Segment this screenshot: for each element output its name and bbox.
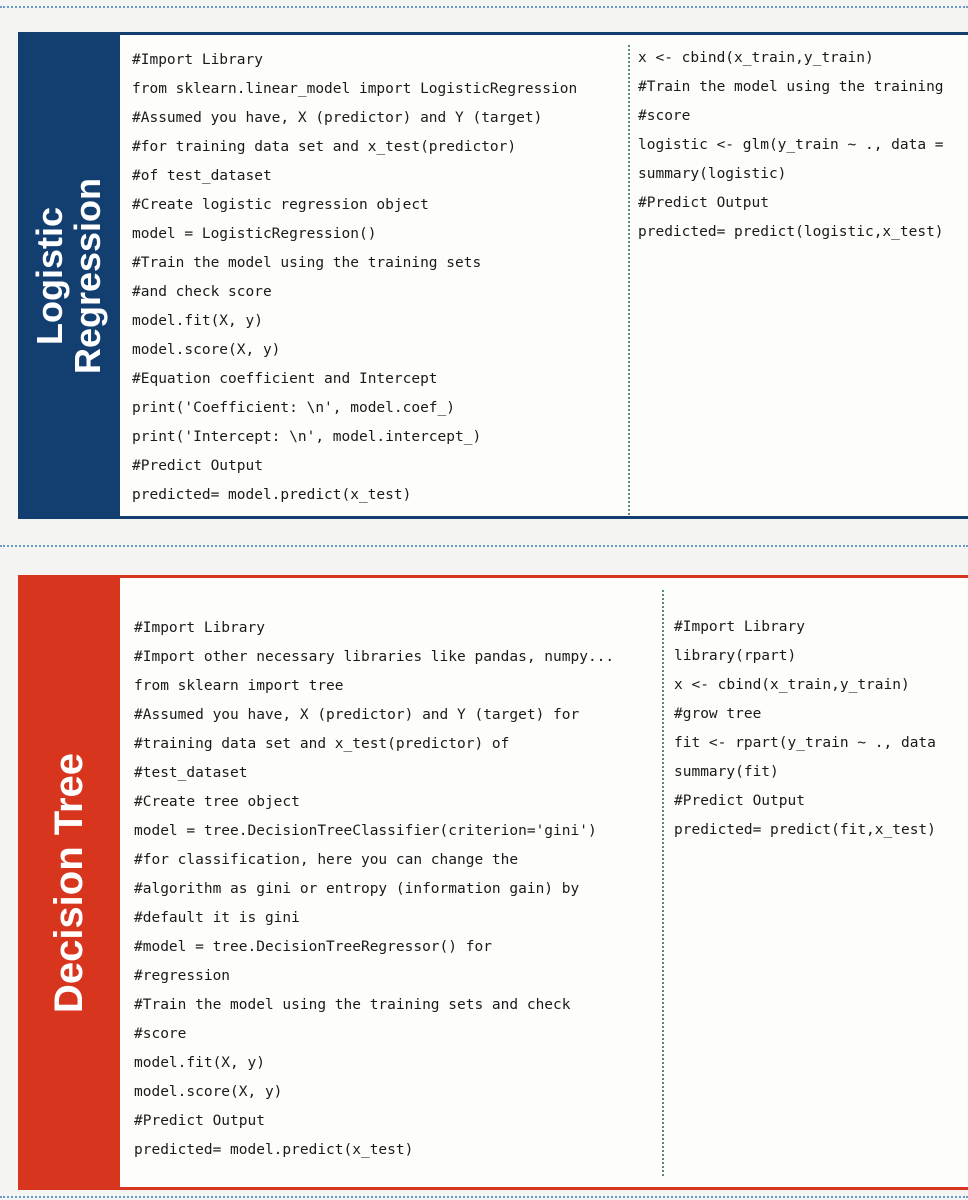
code-line: #training data set and x_test(predictor) of bbox=[134, 736, 510, 752]
code-line: #score bbox=[134, 1026, 187, 1042]
logistic-regression-card bbox=[18, 32, 968, 519]
code-line: model = LogisticRegression() bbox=[132, 226, 377, 242]
logistic-title-line2: Regression bbox=[67, 177, 109, 374]
top-dotted-divider bbox=[0, 6, 968, 8]
code-line: #Import Library bbox=[674, 619, 805, 635]
code-line: #Equation coefficient and Intercept bbox=[132, 371, 438, 387]
code-line: model = tree.DecisionTreeClassifier(criterion='gini') bbox=[134, 823, 597, 839]
decision-tree-card bbox=[18, 575, 968, 1190]
logistic-title-line1: Logistic bbox=[29, 206, 71, 345]
code-line: #model = tree.DecisionTreeRegressor() for bbox=[134, 939, 492, 955]
code-line: x <- cbind(x_train,y_train) bbox=[674, 677, 910, 693]
code-line: predicted= model.predict(x_test) bbox=[134, 1142, 414, 1158]
code-line: predicted= model.predict(x_test) bbox=[132, 487, 412, 503]
code-line: #Assumed you have, X (predictor) and Y (target) for bbox=[134, 707, 580, 723]
code-line: #Train the model using the training sets bbox=[132, 255, 482, 271]
code-line: #Import Library bbox=[134, 620, 265, 636]
code-line: #of test_dataset bbox=[132, 168, 272, 184]
code-line: #Predict Output bbox=[132, 458, 263, 474]
code-line: #default it is gini bbox=[134, 910, 300, 926]
code-line: #for training data set and x_test(predictor) bbox=[132, 139, 517, 155]
code-line: #Assumed you have, X (predictor) and Y (target) bbox=[132, 110, 543, 126]
code-line: from sklearn import tree bbox=[134, 678, 344, 694]
code-line: #regression bbox=[134, 968, 231, 984]
code-line: #test_dataset bbox=[134, 765, 248, 781]
logistic-regression-title-band bbox=[18, 35, 120, 516]
code-line: #Train the model using the training sets and check bbox=[134, 997, 571, 1013]
code-line: #Predict Output bbox=[134, 1113, 265, 1129]
code-line: #grow tree bbox=[674, 706, 762, 722]
code-line: model.fit(X, y) bbox=[134, 1055, 265, 1071]
code-line: predicted= predict(logistic,x_test) bbox=[638, 224, 944, 240]
code-line: #Train the model using the training bbox=[638, 79, 944, 95]
logistic-r-code bbox=[638, 44, 968, 247]
code-line: fit <- rpart(y_train ~ ., data bbox=[674, 735, 936, 751]
code-line: print('Coefficient: \n', model.coef_) bbox=[132, 400, 456, 416]
code-line: #Create tree object bbox=[134, 794, 300, 810]
code-line: #and check score bbox=[132, 284, 272, 300]
code-line: #Import Library bbox=[132, 52, 263, 68]
code-line: #Predict Output bbox=[674, 793, 805, 809]
decision-tree-r-code bbox=[674, 613, 968, 845]
code-line: summary(logistic) bbox=[638, 166, 787, 182]
code-line: model.score(X, y) bbox=[132, 342, 281, 358]
middle-dotted-divider bbox=[0, 545, 968, 547]
code-line: #Import other necessary libraries like pandas, numpy... bbox=[134, 649, 615, 665]
code-line: #algorithm as gini or entropy (information gain) by bbox=[134, 881, 580, 897]
bottom-dotted-divider bbox=[0, 1196, 968, 1198]
logistic-regression-title bbox=[31, 177, 107, 373]
code-line: #for classification, here you can change the bbox=[134, 852, 519, 868]
code-line: #Create logistic regression object bbox=[132, 197, 429, 213]
code-line: logistic <- glm(y_train ~ ., data = bbox=[638, 137, 944, 153]
logistic-python-code bbox=[132, 46, 626, 510]
code-line: library(rpart) bbox=[674, 648, 797, 664]
decision-tree-title bbox=[47, 752, 91, 1013]
decision-tree-title-text: Decision Tree bbox=[47, 752, 91, 1013]
decision-tree-python-code bbox=[134, 614, 662, 1165]
code-line: from sklearn.linear_model import LogisticRegression bbox=[132, 81, 578, 97]
code-line: x <- cbind(x_train,y_train) bbox=[638, 50, 874, 66]
code-line: #Predict Output bbox=[638, 195, 769, 211]
decision-tree-code-column-divider bbox=[662, 590, 664, 1176]
code-line: summary(fit) bbox=[674, 764, 779, 780]
code-line: model.fit(X, y) bbox=[132, 313, 263, 329]
code-line: #score bbox=[638, 108, 691, 124]
logistic-code-column-divider bbox=[628, 45, 630, 515]
code-line: model.score(X, y) bbox=[134, 1084, 283, 1100]
code-line: print('Intercept: \n', model.intercept_) bbox=[132, 429, 482, 445]
decision-tree-title-band bbox=[18, 578, 120, 1187]
code-line: predicted= predict(fit,x_test) bbox=[674, 822, 936, 838]
